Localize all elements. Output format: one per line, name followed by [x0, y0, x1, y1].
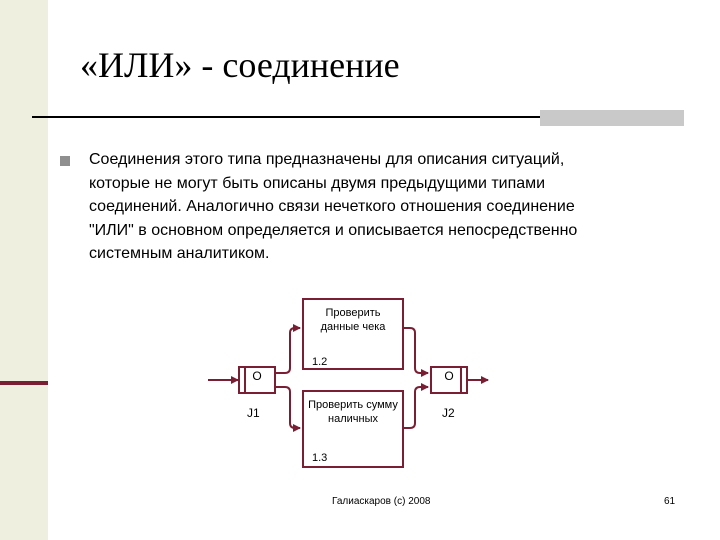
process-box-check-cash: [302, 390, 404, 468]
process-box-check-receipt: [302, 298, 404, 370]
junction-label-j2: J2: [442, 406, 455, 420]
paragraph-line: которые не могут быть описаны двумя предыдущими типами: [89, 174, 546, 192]
box-label-line-1: Проверить сумму: [308, 399, 398, 411]
junction-j1: [238, 366, 276, 394]
box-number-tag: 1.3: [312, 452, 328, 464]
box-label-line-2: данные чека: [320, 321, 386, 333]
paragraph-line: "ИЛИ" в основном определяется и описывается непосредственно: [89, 221, 578, 239]
paragraph-line: соединений. Аналогично связи нечеткого отношения соединение: [89, 198, 575, 215]
slide-title: «ИЛИ» - соединение: [80, 45, 400, 85]
junction-symbol: O: [444, 369, 454, 383]
bottom-box-to-j2-line: [404, 387, 428, 428]
box-label-line-1: Проверить: [325, 307, 381, 319]
paragraph-line: системным аналитиком.: [89, 245, 270, 262]
page-number: 61: [664, 496, 676, 507]
box-label-line-2: наличных: [328, 413, 378, 425]
top-box-to-j2-line: [404, 328, 428, 373]
paragraph-line: Соединения этого типа предназначены для описания ситуаций,: [89, 151, 565, 168]
footer-author: Галиаскаров (с) 2008: [332, 496, 431, 507]
junction-label-j1: J1: [247, 406, 260, 420]
junction-symbol: O: [252, 369, 262, 383]
j1-to-bottom-box-line: [276, 387, 300, 428]
box-number-tag: 1.2: [312, 356, 328, 368]
j1-to-top-box-line: [276, 328, 300, 373]
junction-j2: [430, 366, 468, 394]
